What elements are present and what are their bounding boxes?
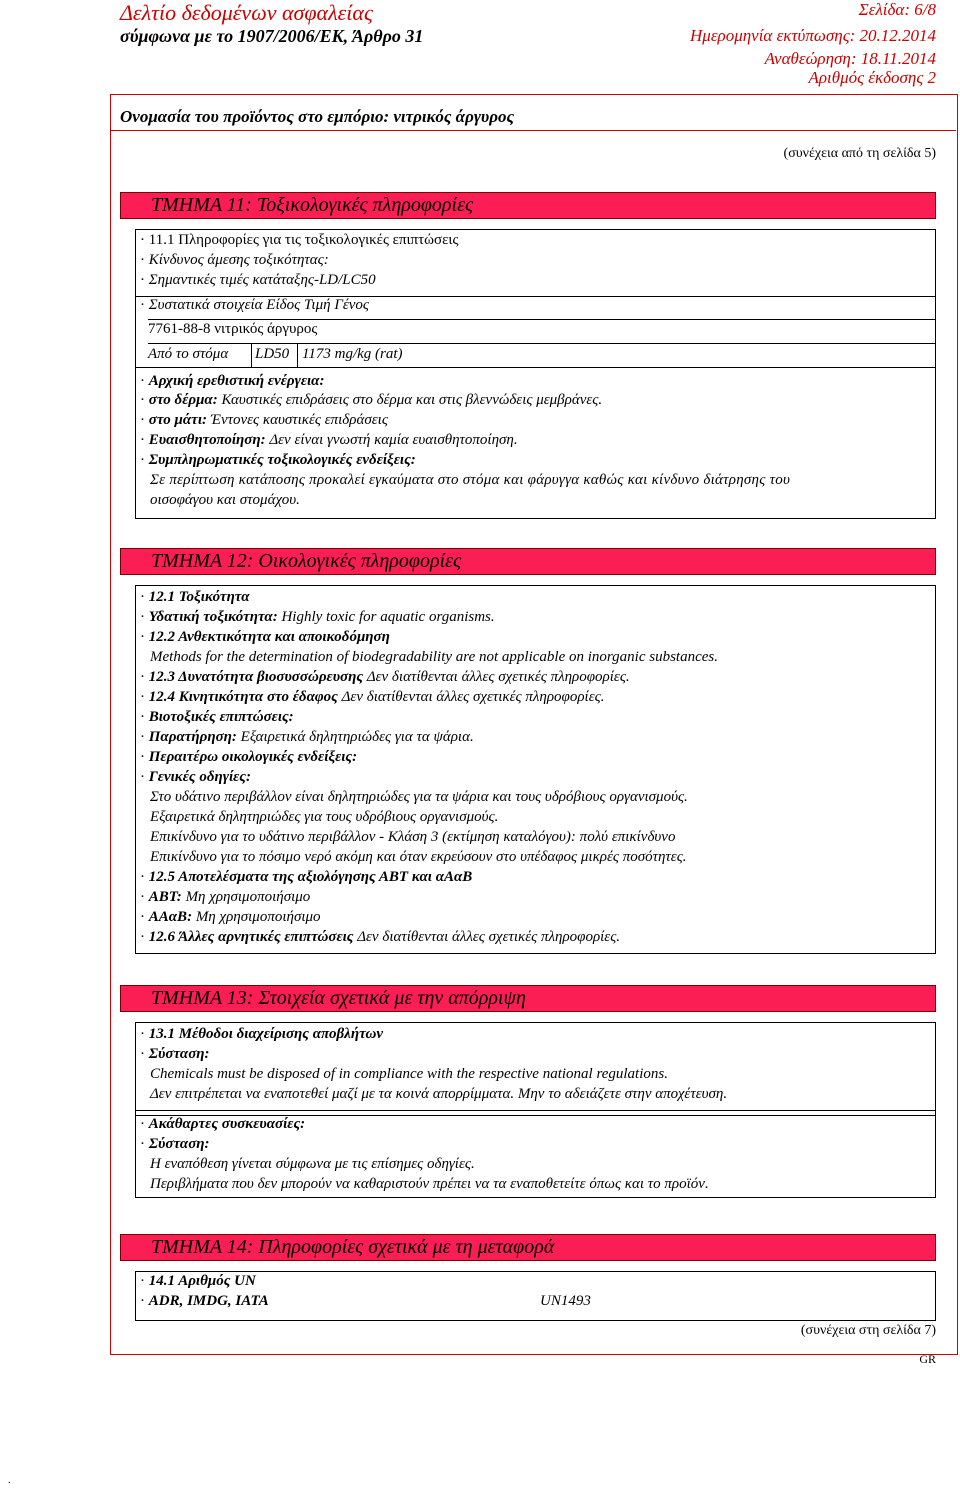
- s14-line-1: · 14.1 Αριθμός UN: [140, 1273, 256, 1290]
- s12-line-6: · Περαιτέρω οικολογικές ενδείξεις:: [140, 749, 357, 766]
- page-mark: .: [8, 1475, 11, 1486]
- s12-aq-text: Highly toxic for aquatic organisms.: [281, 609, 495, 625]
- s13-text-1: Chemicals must be disposed of in compliance with the respective national regulations.: [150, 1066, 668, 1082]
- section-11-title: ΤΜΗΜΑ 11: Τοξικολογικές πληροφορίες: [151, 194, 474, 216]
- version-number: Αριθμός έκδοσης 2: [808, 68, 936, 87]
- s14-line-2: · ADR, IMDG, IATA: [140, 1293, 269, 1310]
- product-divider: [110, 130, 956, 131]
- s12-note-text: Εξαιρετικά δηλητηριώδες για τα ψάρια.: [240, 729, 474, 745]
- section-13-heading: [120, 985, 936, 1012]
- s12-general-4: Επικίνδυνο για το πόσιμο νερό ακόμη και όταν εκρεύσουν στο υπέδαφος μικρές ποσότητες.: [150, 849, 687, 865]
- s12-line-2: · 12.2 Ανθεκτικότητα και αποικοδόμηση: [140, 629, 390, 646]
- s12-general-2: Εξαιρετικά δηλητηριώδες για τους υδρόβιους οργανισμούς.: [150, 809, 499, 825]
- section-11-heading: [120, 192, 936, 219]
- s12-aaab-text: Μη χρησιμοποιήσιμο: [195, 909, 321, 925]
- s12-l3-label: 12.3 Δυνατότητα βιοσυσσώρευσης: [148, 669, 364, 685]
- s11-eye-label: στο μάτι:: [148, 412, 207, 428]
- s12-l9-label: 12.6 Άλλες αρνητικές επιπτώσεις: [148, 929, 354, 945]
- continued-to: (συνέχεια στη σελίδα 7): [800, 1323, 936, 1338]
- s11-sens-text: Δεν είναι γνωστή καμία ευαισθητοποίηση.: [269, 432, 518, 448]
- s12-l3-text: Δεν διατίθενται άλλες σχετικές πληροφορίες.: [366, 669, 630, 685]
- s12-note-label: Παρατήρηση:: [148, 729, 237, 745]
- country-code: GR: [919, 1352, 936, 1366]
- s11-add-label: · Συμπληρωματικές τοξικολογικές ενδείξεις:: [140, 452, 416, 469]
- s11-line-6: · Αρχική ερεθιστική ενέργεια:: [140, 373, 324, 390]
- s12-line-7: · Γενικές οδηγίες:: [140, 769, 251, 786]
- s11-line-3: · Σημαντικές τιμές κατάταξης-LD/LC50: [140, 272, 376, 289]
- s11-type: LD50: [255, 346, 290, 362]
- s13-text-4: Περιβλήματα που δεν μπορούν να καθαριστούν πρέπει να τα εναποθετείτε όπως και το προϊόν.: [150, 1176, 709, 1192]
- s12-l4-text: Δεν διατίθενται άλλες σχετικές πληροφορίες.: [341, 689, 605, 705]
- s11-value: 1173 mg/kg (rat): [302, 346, 403, 362]
- document-subtitle: σύμφωνα με το 1907/2006/ΕΚ, Άρθρο 31: [120, 26, 424, 46]
- s11-eye-text: Έντονες καυστικές επιδράσεις: [210, 412, 388, 428]
- section-14-title: ΤΜΗΜΑ 14: Πληροφορίες σχετικά με τη μεταφορά: [151, 1236, 555, 1258]
- s12-aq-label: Υδατική τοξικότητα:: [148, 609, 278, 625]
- s11-skin-text: Καυστικές επιδράσεις στο δέρμα και στις βλεννώδεις μεμβράνες.: [221, 392, 603, 408]
- s13-line-4: · Σύσταση:: [140, 1136, 210, 1153]
- s12-general-3: Επικίνδυνο για το υδάτινο περιβάλλον - Κλάση 3 (εκτίμηση καταλόγου): πολύ επικίνδυνο: [150, 829, 676, 845]
- s11-table-line-2: [148, 319, 936, 320]
- s13-text-3: Η εναπόθεση γίνεται σύμφωνα με τις επίσημες οδηγίες.: [150, 1156, 475, 1172]
- s11-line-1: · 11.1 Πληροφορίες για τις τοξικολογικές επιπτώσεις: [140, 232, 458, 249]
- s11-add-text-1: Σε περίπτωση κατάποσης προκαλεί εγκαύματα στο στόμα και φάρυγγα καθώς και κίνδυνο διάτρησης του: [150, 472, 791, 488]
- s12-line-5: · Βιοτοξικές επιπτώσεις:: [140, 709, 294, 726]
- s11-route: Από το στόμα: [148, 346, 229, 362]
- s13-line-2: · Σύσταση:: [140, 1046, 210, 1063]
- s11-substance: 7761-88-8 νιτρικός άργυρος: [148, 321, 318, 337]
- section-12-heading: [120, 548, 936, 575]
- s11-table-sep-1: [251, 343, 252, 367]
- s11-table-line-3: [148, 343, 936, 344]
- s12-abt-text: Μη χρησιμοποιήσιμο: [185, 889, 311, 905]
- s12-l9-text: Δεν διατίθενται άλλες σχετικές πληροφορίες.: [357, 929, 621, 945]
- revision-date: Αναθεώρηση: 18.11.2014: [764, 49, 936, 68]
- s13-line-3: · Ακάθαρτες συσκευασίες:: [140, 1116, 305, 1133]
- s12-line-8: · 12.5 Αποτελέσματα της αξιολόγησης ΑΒΤ και αΑαΒ: [140, 869, 472, 886]
- s12-aaab-label: ΑΑαΒ:: [148, 909, 193, 925]
- section-12-title: ΤΜΗΜΑ 12: Οικολογικές πληροφορίες: [151, 550, 462, 572]
- s13-line-1: · 13.1 Μέθοδοι διαχείρισης αποβλήτων: [140, 1026, 383, 1043]
- s11-add-text-2: οισοφάγου και στομάχου.: [150, 492, 300, 508]
- s11-skin-label: στο δέρμα:: [148, 392, 218, 408]
- section-13-title: ΤΜΗΜΑ 13: Στοιχεία σχετικά με την απόρριψη: [151, 987, 526, 1009]
- s13-text-2: Δεν επιτρέπεται να εναποτεθεί μαζί με τα κοινά απορρίμματα. Μην το αδειάζετε στην αποχέτευση.: [150, 1086, 728, 1102]
- page-number: Σελίδα: 6/8: [858, 0, 936, 19]
- s11-line-2: · Κίνδυνος άμεσης τοξικότητας:: [140, 252, 329, 269]
- product-name: Ονομασία του προϊόντος στο εμπόριο: νιτρικός άργυρος: [120, 107, 515, 126]
- s14-un-number: UN1493: [540, 1293, 591, 1309]
- s11-sens-label: Ευαισθητοποίηση:: [148, 432, 266, 448]
- s11-line-4: · Συστατικά στοιχεία Είδος Τιμή Γένος: [140, 297, 369, 314]
- document-title: Δελτίο δεδομένων ασφαλείας: [120, 0, 373, 25]
- s12-line-2-text: Methods for the determination of biodegradability are not applicable on inorganic substances.: [150, 649, 718, 665]
- s12-general-1: Στο υδάτινο περιβάλλον είναι δηλητηριώδες για τα ψάρια και τους υδρόβιους οργανισμούς.: [150, 789, 688, 805]
- s11-table-sep-2: [297, 343, 298, 367]
- section-14-heading: [120, 1234, 936, 1261]
- print-date: Ημερομηνία εκτύπωσης: 20.12.2014: [690, 26, 936, 45]
- s11-table-line-4: [135, 367, 936, 368]
- continued-from: (συνέχεια από τη σελίδα 5): [783, 146, 936, 161]
- s12-abt-label: ΑΒΤ:: [148, 889, 182, 905]
- s12-l4-label: 12.4 Κινητικότητα στο έδαφος: [148, 689, 338, 705]
- s12-line-1: · 12.1 Τοξικότητα: [140, 589, 250, 606]
